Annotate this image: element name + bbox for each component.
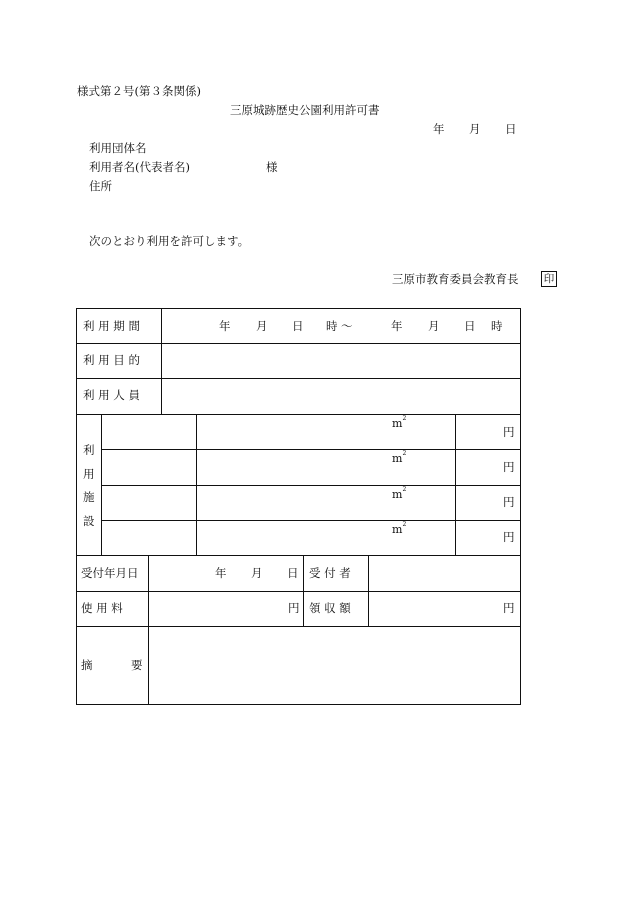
period-start-year: 年 xyxy=(219,319,231,333)
received-month: 月 xyxy=(251,566,263,580)
area-unit: $m^2$ xyxy=(392,486,407,501)
people-label: 利 用 人 員 xyxy=(83,388,140,402)
issuer-name: 三原市教育委員会教育長 xyxy=(392,272,519,286)
period-start-month: 月 xyxy=(256,319,268,333)
received-day: 日 xyxy=(287,566,299,580)
issue-year-label: 年 xyxy=(433,122,445,136)
receipt-label: 領 収 額 xyxy=(309,601,351,615)
area-unit: $m^2$ xyxy=(392,521,407,536)
summary-label-1: 摘 xyxy=(81,658,93,672)
received-year: 年 xyxy=(215,566,227,580)
facility-label-3: 施 xyxy=(83,490,95,504)
period-separator: ～ xyxy=(341,319,353,333)
user-name-label: 利用者名(代表者名) xyxy=(89,160,190,174)
facility-yen: 円 xyxy=(503,425,515,439)
receipt-yen: 円 xyxy=(503,601,515,615)
fee-yen: 円 xyxy=(288,601,300,615)
period-end-month: 月 xyxy=(428,319,440,333)
facility-yen: 円 xyxy=(503,530,515,544)
received-date-label: 受付年月日 xyxy=(81,566,139,580)
facility-yen: 円 xyxy=(503,460,515,474)
page-title: 三原城跡歴史公園利用許可書 xyxy=(230,103,380,117)
period-start-day: 日 xyxy=(292,319,304,333)
address-label: 住所 xyxy=(89,179,112,193)
period-start-hour: 時 xyxy=(326,319,338,333)
org-name-label: 利用団体名 xyxy=(89,141,147,155)
summary-label-2: 要 xyxy=(131,658,143,672)
issue-month-label: 月 xyxy=(469,122,481,136)
facility-label-1: 利 xyxy=(83,443,95,457)
form-number: 様式第２号(第３条関係) xyxy=(77,84,201,98)
honorific: 様 xyxy=(266,160,278,174)
area-unit: $m^2$ xyxy=(392,450,407,465)
period-end-day: 日 xyxy=(464,319,476,333)
permission-statement: 次のとおり利用を許可します。 xyxy=(89,234,250,248)
facility-label-2: 用 xyxy=(83,467,95,481)
period-label: 利 用 期 間 xyxy=(83,319,140,333)
fee-label: 使 用 料 xyxy=(81,601,123,615)
seal-mark: 印 xyxy=(541,271,557,287)
period-end-hour: 時 xyxy=(491,319,503,333)
facility-yen: 円 xyxy=(503,495,515,509)
period-end-year: 年 xyxy=(391,319,403,333)
area-unit: $m^2$ xyxy=(392,415,407,430)
receiver-label: 受 付 者 xyxy=(309,566,351,580)
facility-label-4: 設 xyxy=(83,514,95,528)
purpose-label: 利 用 目 的 xyxy=(83,353,140,367)
issue-day-label: 日 xyxy=(505,122,517,136)
